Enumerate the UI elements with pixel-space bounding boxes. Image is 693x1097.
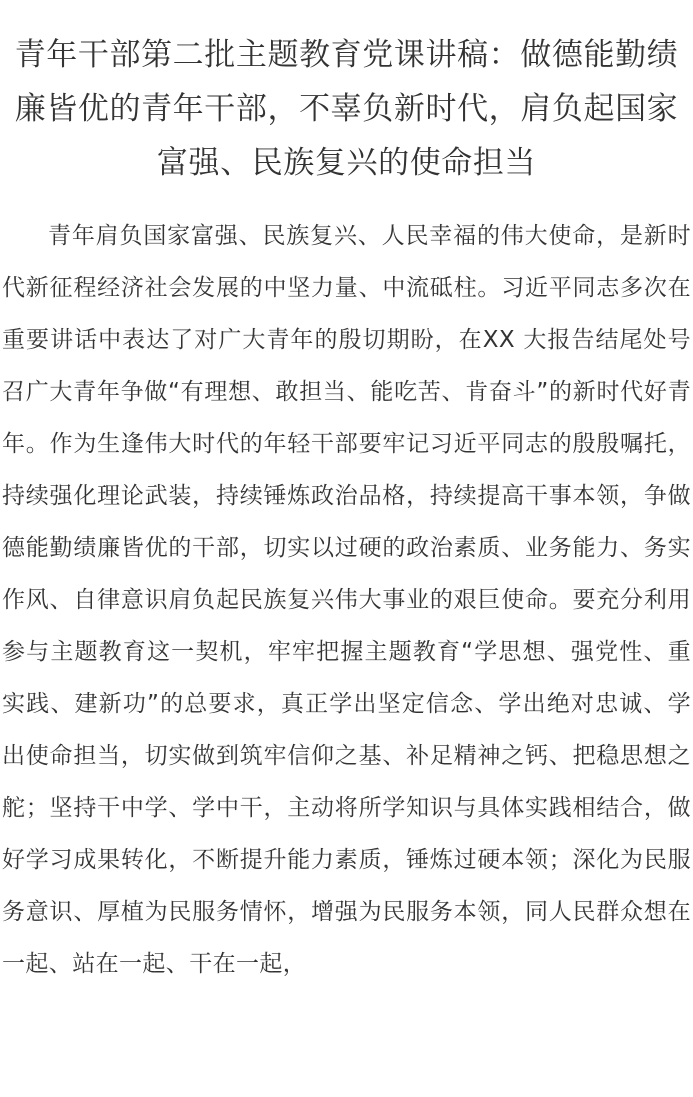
document-body: [2, 210, 691, 990]
body-paragraph: 青年肩负国家富强、民族复兴、人民幸福的伟大使命，是新时代新征程经济社会发展的中坚力量、中流砥柱。习近平同志多次在重要讲话中表达了对广大青年的殷切期盼，在XX 大报告结尾处号召广大青年争做“有理想、敢担当、能吃苦、肯奋斗”的新时代好青年。作为生逢伟大时代的年轻干部要牢记习近平同志的殷殷嘱托，持续强化理论武装，持续锤炼政治品格，持续提高干事本领，争做德能勤绩廉皆优的干部，切实以过硬的政治素质、业务能力、务实作风、自律意识肩负起民族复兴伟大事业的艰巨使命。要充分利用参与主题教育这一契机，牢牢把握主题教育“学思想、强党性、重实践、建新功”的总要求，真正学出坚定信念、学出绝对忠诚、学出使命担当，切实做到筑牢信仰之基、补足精神之钙、把稳思想之舵；坚持干中学、学中干，主动将所学知识与具体实践相结合，做好学习成果转化，不断提升能力素质，锤炼过硬本领；深化为民服务意识、厚植为民服务情怀，增强为民服务本领，同人民群众想在一起、站在一起、干在一起，: [2, 223, 691, 977]
document-title: 青年干部第二批主题教育党课讲稿：做德能勤绩廉皆优的青年干部，不辜负新时代，肩负起国家富强、民族复兴的使命担当: [14, 37, 679, 181]
